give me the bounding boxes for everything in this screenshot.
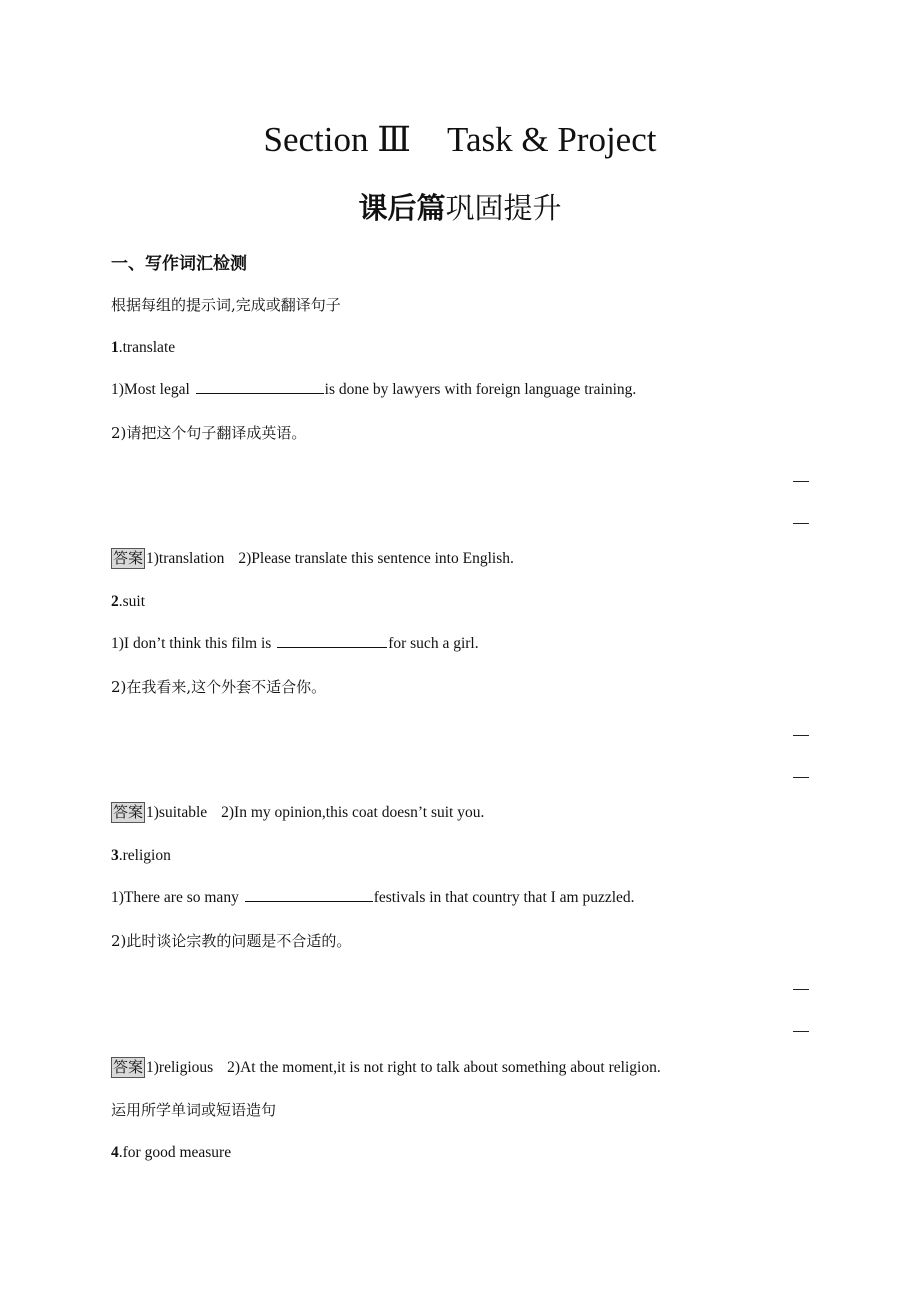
sentence-start: 1)Most legal: [111, 381, 194, 398]
question-3-item-1: [111, 887, 635, 909]
sentence-start: 1)I don’t think this film is: [111, 635, 276, 652]
section-heading: 一、写作词汇检测: [111, 254, 247, 274]
question-word: .translate: [118, 339, 176, 356]
answer-line[interactable]: [793, 523, 809, 524]
sentence-end: festivals in that country that I am puzzled.: [373, 889, 635, 906]
page-title: [0, 118, 920, 162]
subtitle-light: 巩固提升: [445, 191, 562, 225]
fill-blank[interactable]: [277, 633, 387, 648]
sentence-end: is done by lawyers with foreign language training.: [324, 381, 637, 398]
question-word: .for good measure: [118, 1144, 232, 1161]
question-4-title: [111, 1142, 231, 1164]
answer-line[interactable]: [793, 1031, 809, 1032]
answer-part-2: 2)In my opinion,this coat doesn’t suit you.: [221, 804, 485, 821]
question-1-item-1: [111, 379, 636, 401]
answer-part-1: 1)religious: [146, 1059, 214, 1076]
question-number: 4: [111, 1144, 119, 1161]
question-1-title: [111, 337, 175, 359]
question-word: .suit: [118, 593, 146, 610]
answer-part-1: 1)translation: [146, 550, 225, 567]
answer-tag[interactable]: 答案: [113, 549, 144, 567]
answer-line[interactable]: [793, 989, 809, 990]
sentence-start: 1)There are so many: [111, 889, 243, 906]
instruction: 根据每组的提示词,完成或翻译句子: [111, 296, 341, 314]
question-2-title: [111, 591, 145, 613]
section-label: Section Ⅲ: [263, 120, 412, 159]
question-2-item-1: [111, 633, 479, 655]
instruction-2: 运用所学单词或短语造句: [111, 1101, 277, 1119]
subtitle-bold: 课后篇: [358, 191, 446, 225]
fill-blank[interactable]: [245, 887, 373, 902]
question-number: 3: [111, 847, 119, 864]
question-word: .religion: [118, 847, 171, 864]
answer-part-1: 1)suitable: [146, 804, 208, 821]
answer-line[interactable]: [793, 735, 809, 736]
answer-part-2: 2)Please translate this sentence into English.: [238, 550, 514, 567]
unit-title: Task & Project: [447, 120, 657, 159]
question-3-title: [111, 845, 171, 867]
answer-tag[interactable]: 答案: [113, 1058, 144, 1076]
answer-1: [111, 548, 514, 570]
page-subtitle: [0, 188, 920, 228]
question-number: 2: [111, 593, 119, 610]
question-number: 1: [111, 339, 119, 356]
answer-part-2: 2)At the moment,it is not right to talk about something about religion.: [227, 1059, 661, 1076]
answer-3: [111, 1057, 661, 1079]
sentence-end: for such a girl.: [388, 635, 479, 652]
fill-blank[interactable]: [196, 379, 324, 394]
answer-line[interactable]: [793, 481, 809, 482]
answer-line[interactable]: [793, 777, 809, 778]
question-3-item-2: 2)此时谈论宗教的问题是不合适的。: [111, 932, 352, 950]
question-2-item-2: 2)在我看来,这个外套不适合你。: [111, 678, 327, 696]
answer-tag[interactable]: 答案: [113, 803, 144, 821]
answer-2: [111, 802, 484, 824]
question-1-item-2: 2)请把这个句子翻译成英语。: [111, 424, 307, 442]
